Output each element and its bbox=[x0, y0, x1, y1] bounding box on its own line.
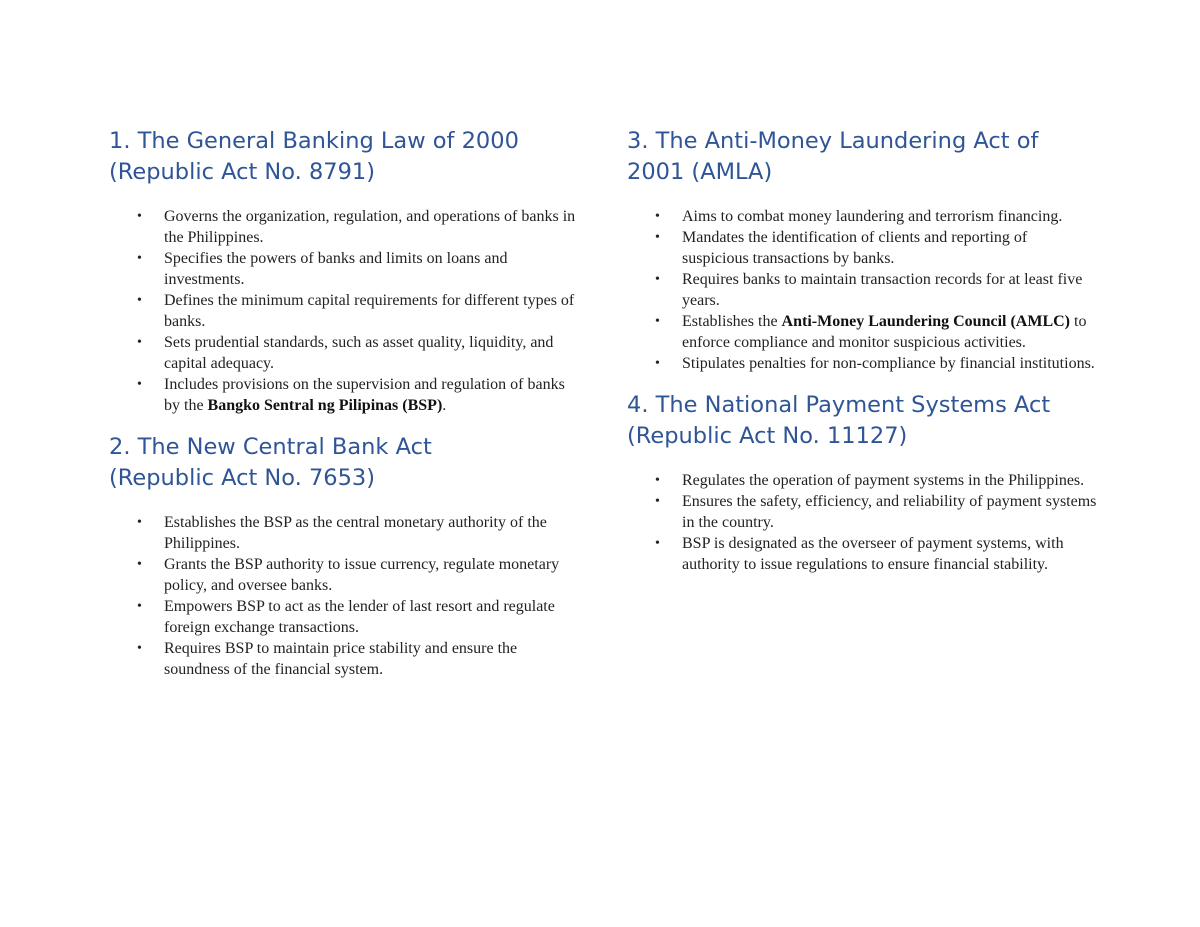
list-item: • Ensures the safety, efficiency, and reliability of payment systems in the country. bbox=[655, 493, 1097, 531]
section-heading bbox=[109, 430, 579, 494]
list-item: • Grants the BSP authority to issue currency, regulate monetary policy, and oversee banks. bbox=[137, 556, 560, 594]
section-national-payment-systems-act bbox=[627, 388, 1097, 575]
list-item: • BSP is designated as the overseer of payment systems, with authority to issue regulations to ensure financial stability. bbox=[655, 535, 1064, 573]
bullet-icon: • bbox=[655, 209, 660, 224]
bullet-icon: • bbox=[655, 536, 660, 551]
list-item: • Includes provisions on the supervision and regulation of banks by the Bangko Sentral ng Pilipinas (BSP). bbox=[137, 376, 565, 414]
bullet-icon: • bbox=[655, 356, 660, 371]
section-heading-line: (Republic Act No. 11127) bbox=[627, 423, 908, 449]
list-item: • Governs the organization, regulation, and operations of banks in the Philippines. bbox=[137, 208, 576, 246]
section-heading bbox=[109, 124, 579, 188]
section-new-central-bank-act bbox=[109, 430, 579, 680]
section-heading-line: (Republic Act No. 7653) bbox=[109, 465, 375, 491]
bullet-icon: • bbox=[655, 230, 660, 245]
list-item: • Sets prudential standards, such as asset quality, liquidity, and capital adequacy. bbox=[137, 334, 554, 372]
bullet-icon: • bbox=[137, 335, 142, 350]
list-item: • Establishes the BSP as the central monetary authority of the Philippines. bbox=[137, 514, 547, 552]
list-item: • Requires banks to maintain transaction records for at least five years. bbox=[655, 271, 1083, 309]
bullet-icon: • bbox=[137, 557, 142, 572]
section-general-banking-law bbox=[109, 124, 579, 416]
bullet-icon: • bbox=[655, 272, 660, 287]
right-column bbox=[627, 124, 1097, 589]
list-item: • Establishes the Anti-Money Laundering Council (AMLC) to enforce compliance and monitor suspicious activities. bbox=[655, 313, 1087, 351]
bullet-icon: • bbox=[137, 251, 142, 266]
list-item: • Specifies the powers of banks and limits on loans and investments. bbox=[137, 250, 508, 288]
section-heading-line: 3. The Anti-Money Laundering Act of bbox=[627, 128, 1039, 154]
bullet-list bbox=[627, 206, 1097, 374]
section-heading-line: 2. The New Central Bank Act bbox=[109, 434, 432, 460]
bullet-icon: • bbox=[655, 314, 660, 329]
bullet-icon: • bbox=[137, 599, 142, 614]
bullet-icon: • bbox=[137, 293, 142, 308]
bullet-icon: • bbox=[137, 641, 142, 656]
list-item: • Mandates the identification of clients and reporting of suspicious transactions by banks. bbox=[655, 229, 1028, 267]
section-heading bbox=[627, 388, 1097, 452]
list-item: • Empowers BSP to act as the lender of last resort and regulate foreign exchange transactions. bbox=[137, 598, 555, 636]
section-amla bbox=[627, 124, 1097, 374]
bullet-icon: • bbox=[137, 209, 142, 224]
bullet-list bbox=[109, 512, 579, 680]
list-item: • Regulates the operation of payment systems in the Philippines. bbox=[655, 472, 1085, 489]
list-item: • Stipulates penalties for non-compliance by financial institutions. bbox=[655, 355, 1095, 372]
bold-term: Anti-Money Laundering Council (AMLC) bbox=[781, 313, 1070, 330]
list-item: • Requires BSP to maintain price stability and ensure the soundness of the financial system. bbox=[137, 640, 518, 678]
list-item: • Aims to combat money laundering and terrorism financing. bbox=[655, 208, 1063, 225]
bullet-icon: • bbox=[137, 515, 142, 530]
list-item: • Defines the minimum capital requirements for different types of banks. bbox=[137, 292, 575, 330]
bullet-list bbox=[109, 206, 579, 416]
section-heading bbox=[627, 124, 1097, 188]
bullet-icon: • bbox=[655, 473, 660, 488]
section-heading-line: 4. The National Payment Systems Act bbox=[627, 392, 1051, 418]
bullet-list bbox=[627, 470, 1097, 575]
bold-term: Bangko Sentral ng Pilipinas (BSP) bbox=[207, 397, 443, 414]
section-heading-line: 2001 (AMLA) bbox=[627, 159, 773, 185]
section-heading-line: 1. The General Banking Law of 2000 bbox=[109, 128, 519, 154]
bullet-icon: • bbox=[137, 377, 142, 392]
section-heading-line: (Republic Act No. 8791) bbox=[109, 159, 375, 185]
bullet-icon: • bbox=[655, 494, 660, 509]
left-column bbox=[109, 124, 579, 694]
